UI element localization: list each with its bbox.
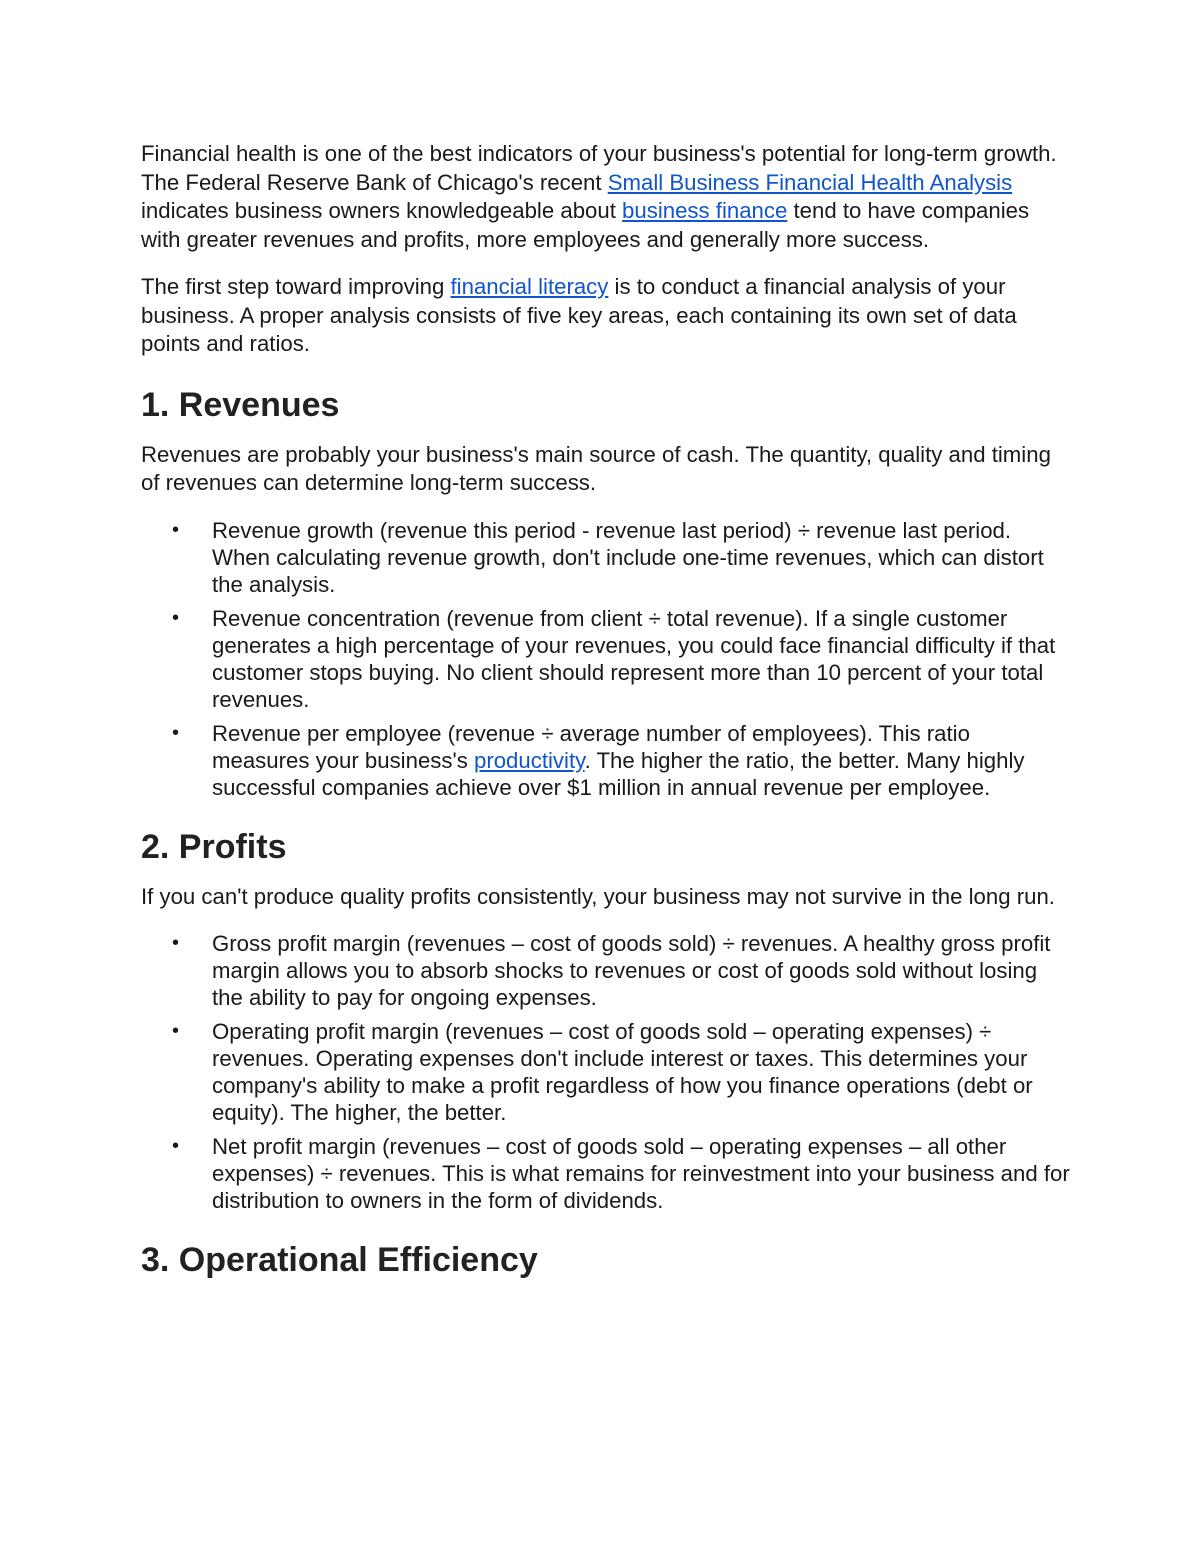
list-item-text: Revenue concentration (revenue from client ÷ total revenue). If a single customer generates a high percentage of your revenues, you could face financial difficulty if that customer stops buying. No client should represent more than 10 percent of your total revenues. — [212, 605, 1056, 712]
bullet-icon: • — [172, 932, 180, 954]
heading-operational-efficiency: 3. Operational Efficiency — [141, 1241, 538, 1279]
bullet-icon: • — [172, 518, 180, 541]
bullet-icon: • — [172, 1135, 180, 1157]
bullet-icon: • — [172, 1020, 180, 1042]
heading-profits: 2. Profits — [141, 827, 287, 866]
list-item — [141, 517, 1071, 598]
list-item-text: Revenue per employee (revenue ÷ average number of employees). This ratio measures your business's — [212, 720, 970, 773]
heading-revenues: 1. Revenues — [141, 385, 340, 424]
intro-text: The first step toward improving — [141, 274, 451, 299]
productivity-link[interactable]: productivity — [473, 747, 585, 773]
list-item-text: Net profit margin (revenues – cost of goods sold – operating expenses – all other expenses) ÷ revenues. This is what remains for reinvestment into your business and for distribution to owners in the form of dividends. — [212, 1134, 1070, 1213]
intro-text: is to conduct a financial analysis of your business. A proper analysis consists of five key areas, each containing its own set of data points and ratios. — [141, 274, 1017, 356]
financial-literacy-link[interactable]: financial literacy — [450, 274, 609, 299]
list-item — [141, 605, 1071, 713]
revenues-intro: Revenues are probably your business's main source of cash. The quantity, quality and timing of revenues can determine long-term success. — [141, 441, 1051, 495]
intro-text: indicates business owners knowledgeable about — [141, 198, 623, 223]
intro-paragraph-2 — [141, 273, 1071, 359]
revenues-list — [141, 517, 1071, 801]
list-item-text: . The higher the ratio, the better. Many highly successful companies achieve over $1 million in annual revenue per employee. — [212, 747, 1025, 800]
list-item-text: Gross profit margin (revenues – cost of goods sold) ÷ revenues. A healthy gross profit margin allows you to absorb shocks to revenues or cost of goods sold without losing the ability to pay for ongoing expenses. — [212, 931, 1051, 1010]
list-item-text: Operating profit margin (revenues – cost of goods sold – operating expenses) ÷ revenues. Operating expenses don't include interest or taxes. This determines your company's ability to make a profit regardless of how you finance operations (debt or equity). The higher, the better. — [212, 1019, 1033, 1125]
intro-text: tend to have companies with greater revenues and profits, more employees and generally more success. — [141, 198, 1030, 252]
profits-list — [141, 930, 1071, 1214]
intro-paragraph-1 — [141, 140, 1071, 254]
bullet-icon: • — [172, 606, 180, 629]
list-item-text: Revenue growth (revenue this period - revenue last period) ÷ revenue last period. When calculating revenue growth, don't include one-time revenues, which can distort the analysis. — [212, 517, 1044, 597]
small-business-financial-health-analysis-link[interactable]: Small Business Financial Health Analysis — [607, 169, 1013, 195]
list-item — [141, 720, 1071, 801]
list-item — [141, 1133, 1071, 1214]
intro-text: Financial health is one of the best indicators of your business's potential for long-term growth. The Federal Reserve Bank of Chicago's recent — [141, 141, 1057, 195]
list-item — [141, 1018, 1071, 1126]
profits-intro: If you can't produce quality profits consistently, your business may not survive in the long run. — [141, 883, 1055, 909]
bullet-icon: • — [172, 721, 180, 744]
business-finance-link[interactable]: business finance — [622, 198, 788, 223]
document-page — [141, 140, 1071, 1296]
list-item — [141, 930, 1071, 1011]
